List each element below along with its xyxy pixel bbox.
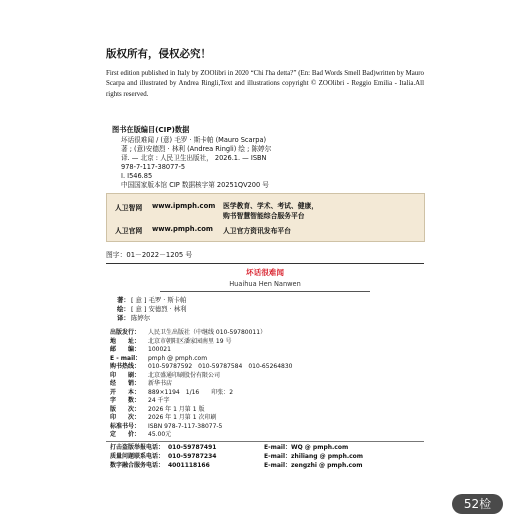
contact-email[interactable]: E-mail：WQ @ pmph.com: [264, 444, 349, 451]
contact-row: [110, 444, 440, 452]
registration-number: 图字：01－2022－1205 号: [106, 251, 193, 259]
contact-email[interactable]: E-mail：zhiliang @ pmph.com: [264, 453, 364, 460]
contact-phone: 010-59787491: [168, 444, 217, 451]
contact-label: 打击盗版举报电话：: [110, 444, 165, 451]
pub-info-row: [110, 338, 440, 346]
contact-row: [110, 462, 440, 470]
pub-info-value: 人民卫生出版社（中继线 010-59780011）: [148, 329, 267, 336]
author-label: 著：: [117, 296, 130, 304]
cip-heading: 图书在版编目(CIP)数据: [112, 125, 190, 134]
pub-info-value[interactable]: pmph @ pmph.com: [148, 354, 208, 362]
edition-paragraph: First edition published in Italy by ZOOlibri in 2020 “Chi l'ha detta?” (En: Bad Words Smell Bad)written by Mauro Scarpa and illustrated by Andrea Ringli,Text and illustrations copyright © ZOOlibri - Reggio Emilia - Italia.All rights reserved.: [106, 70, 424, 98]
pub-info-row: [110, 380, 440, 388]
promo-brand-ipmph: 人卫智网: [115, 204, 143, 212]
pub-info-label: 邮 编：: [110, 346, 141, 353]
pub-info-value: 45.00元: [148, 431, 172, 438]
promo-desc-b: 购书智慧智能综合服务平台: [223, 212, 305, 220]
contact-email[interactable]: E-mail：zengzhi @ pmph.com: [264, 462, 363, 469]
contact-label: 数字融合服务电话：: [110, 462, 165, 469]
pub-info-label: 印 刷：: [110, 371, 141, 379]
pub-info-label: 经 销：: [110, 380, 141, 387]
contact-label: 质量问题联系电话：: [110, 453, 165, 460]
page-badge: 52检: [452, 494, 503, 514]
pub-info-row: [110, 329, 440, 337]
pub-info-row: [110, 346, 440, 354]
pub-info-label: 出版发行：: [110, 329, 141, 336]
cip-line: 坏话很难闻 / (意) 毛罗 · 斯卡帕 (Mauro Scarpa): [121, 136, 267, 144]
cip-line: 978-7-117-38077-5: [121, 163, 186, 171]
pub-info-row: [110, 355, 440, 363]
translator-label: 译：: [117, 314, 130, 322]
pub-info-value: 新华书店: [148, 380, 173, 387]
pub-info-value: 北京盛通印刷股份有限公司: [148, 371, 221, 379]
cip-line: 中国国家版本馆 CIP 数据核字第 20251QV200 号: [121, 181, 269, 189]
pub-info-label: 印 次：: [110, 414, 141, 421]
pub-info-value: 北京市朝阳区潘家园南里 19 号: [148, 337, 232, 345]
pub-info-value: 010-59787592 010-59787584 010-65264830: [148, 363, 293, 370]
book-pinyin: Huaihua Hen Nanwen: [229, 280, 301, 288]
pub-info-label: 购书热线：: [110, 363, 141, 370]
promo-brand-pmph: 人卫官网: [115, 227, 143, 235]
promo-url-ipmph[interactable]: www.ipmph.com: [152, 202, 216, 210]
copyright-notice: 版权所有，侵权必究！: [106, 48, 211, 60]
pub-info-row: [110, 406, 440, 414]
cip-line: 著 ; (意)安德烈 · 林利 (Andrea Ringli) 绘 ; 陈婷尔: [121, 145, 272, 153]
pub-info-row: [110, 414, 440, 422]
divider: [106, 441, 424, 442]
pub-info-label: 定 价：: [110, 431, 141, 438]
cip-line: Ⅰ. I546.85: [121, 172, 153, 180]
promo-desc-a: 医学教育、学术、考试、健康，: [223, 202, 319, 210]
pub-info-value: ISBN 978-7-117-38077-5: [148, 422, 223, 430]
illustrator-label: 绘：: [117, 305, 130, 313]
pub-info-value: 100021: [148, 346, 171, 353]
pub-info-label: 字 数：: [110, 397, 141, 404]
pub-info-row: [110, 372, 440, 380]
pub-info-value: 2026 年 1 月第 1 版: [148, 405, 205, 413]
pub-info-row: [110, 363, 440, 371]
pub-info-value: 2026 年 1 月第 1 次印刷: [148, 414, 217, 421]
translator-name: 陈婷尔: [131, 314, 151, 322]
pub-info-label: 版 次：: [110, 405, 141, 413]
contact-phone: 010-59787234: [168, 453, 217, 460]
illustrator-name: [ 意 ] 安德烈 · 林利: [131, 305, 187, 313]
pub-info-row: [110, 431, 440, 439]
pub-info-label: 开 本：: [110, 388, 141, 396]
pub-info-label: 标准书号：: [110, 422, 141, 430]
pub-info-row: [110, 389, 440, 397]
pub-info-row: [110, 423, 440, 431]
promo-desc-pmph: 人卫官方资讯发布平台: [223, 227, 291, 235]
cip-line: 译. — 北京 : 人民卫生出版社， 2026.1. — ISBN: [121, 154, 267, 162]
pub-info-row: [110, 397, 440, 405]
divider: [106, 263, 424, 264]
book-title: 坏话很难闻: [246, 268, 284, 277]
contact-phone: 4001118166: [168, 462, 210, 469]
pub-info-label: E - mail：: [110, 354, 142, 362]
promo-url-pmph[interactable]: www.pmph.com: [152, 225, 213, 233]
contact-row: [110, 453, 440, 461]
title-underline: [160, 291, 370, 292]
pub-info-value: 24 千字: [148, 397, 170, 404]
author-name: [ 意 ] 毛罗 · 斯卡帕: [131, 296, 187, 304]
pub-info-label: 地 址：: [110, 337, 141, 345]
pub-info-value: 889×1194 1/16 印张：2: [148, 388, 234, 396]
